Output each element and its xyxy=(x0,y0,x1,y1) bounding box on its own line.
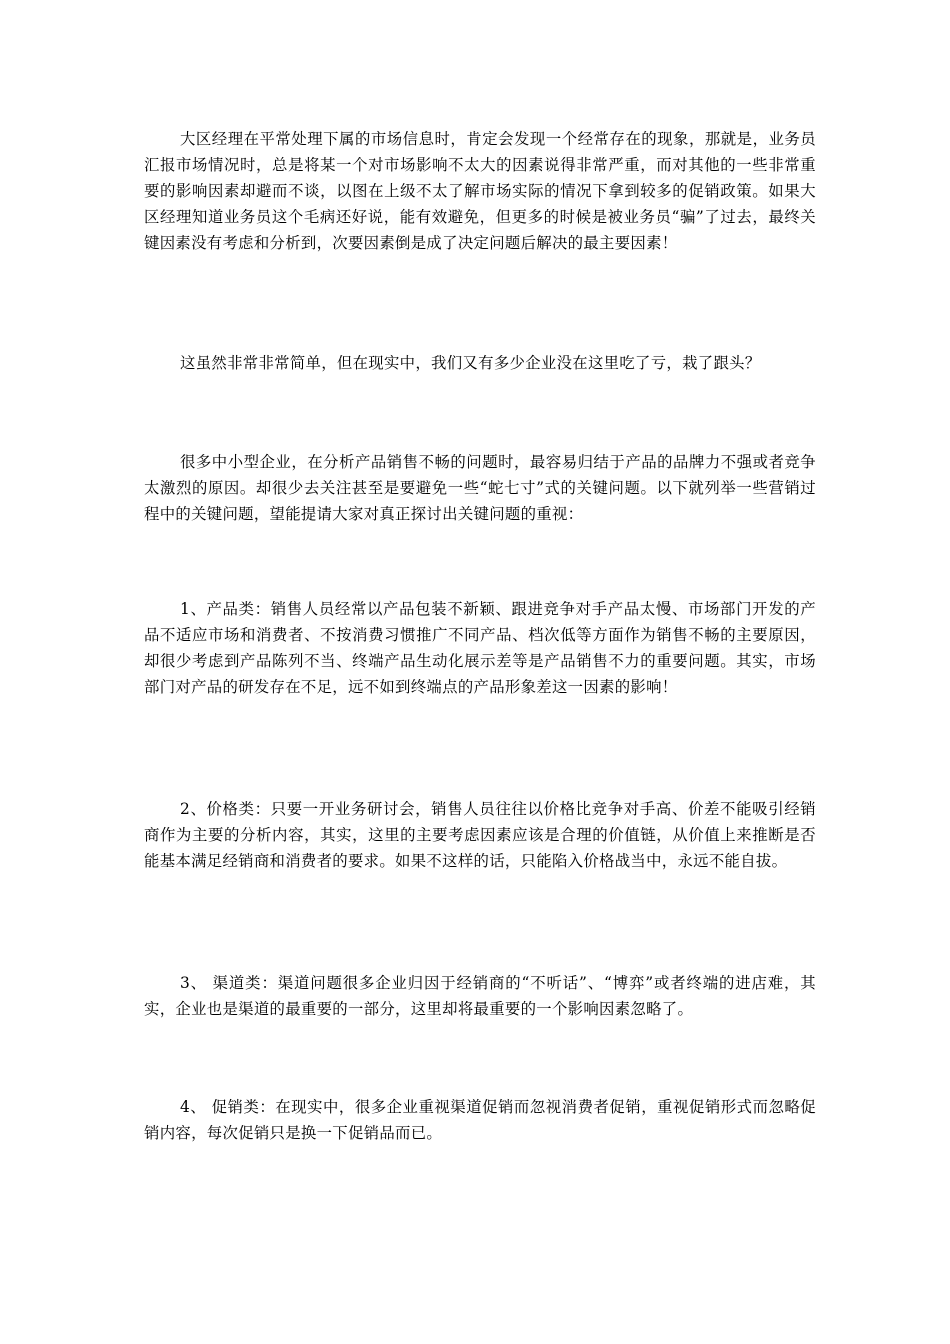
paragraph-promotion: 4、 促销类：在现实中，很多企业重视渠道促销而忽视消费者促销，重视促销形式而忽略促销内容，每次促销只是换一下促销品而已。 xyxy=(144,1098,816,1142)
paragraph-price: 2、价格类：只要一开业务研讨会，销售人员往往以价格比竞争对手高、价差不能吸引经销商作为主要的分析内容，其实，这里的主要考虑因素应该是合理的价值链，从价值上来推断是否能基本满足经销商和消费者的要求。如果不这样的话，只能陷入价格战当中，永远不能自拔。 xyxy=(144,800,816,870)
paragraph-key-issues: 很多中小型企业，在分析产品销售不畅的问题时，最容易归结于产品的品牌力不强或者竞争太激烈的原因。却很少去关注甚至是要避免一些“蛇七寸”式的关键问题。以下就列举一些营销过程中的关键问题，望能提请大家对真正探讨出关键问题的重视： xyxy=(144,453,816,523)
paragraph-product: 1、产品类：销售人员经常以产品包装不新颖、跟进竞争对手产品太慢、市场部门开发的产品不适应市场和消费者、不按消费习惯推广不同产品、档次低等方面作为销售不畅的主要原因，却很少考虑到产品陈列不当、终端产品生动化展示差等是产品销售不力的重要问题。其实，市场部门对产品的研发存在不足，远不如到终端点的产品形象差这一因素的影响！ xyxy=(144,600,816,696)
paragraph-channel: 3、 渠道类：渠道问题很多企业归因于经销商的“不听话”、“博弈”或者终端的进店难，其实，企业也是渠道的最重要的一部分，这里却将最重要的一个影响因素忽略了。 xyxy=(144,974,816,1018)
paragraph-reflection: 这虽然非常非常简单，但在现实中，我们又有多少企业没在这里吃了亏，栽了跟头？ xyxy=(180,354,761,372)
paragraph-intro: 大区经理在平常处理下属的市场信息时，肯定会发现一个经常存在的现象，那就是，业务员汇报市场情况时，总是将某一个对市场影响不太大的因素说得非常严重，而对其他的一些非常重要的影响因素却避而不谈，以图在上级不太了解市场实际的情况下拿到较多的促销政策。如果大区经理知道业务员这个毛病还好说，能有效避免，但更多的时候是被业务员“骗”了过去，最终关键因素没有考虑和分析到，次要因素倒是成了决定问题后解决的最主要因素！ xyxy=(144,130,816,252)
